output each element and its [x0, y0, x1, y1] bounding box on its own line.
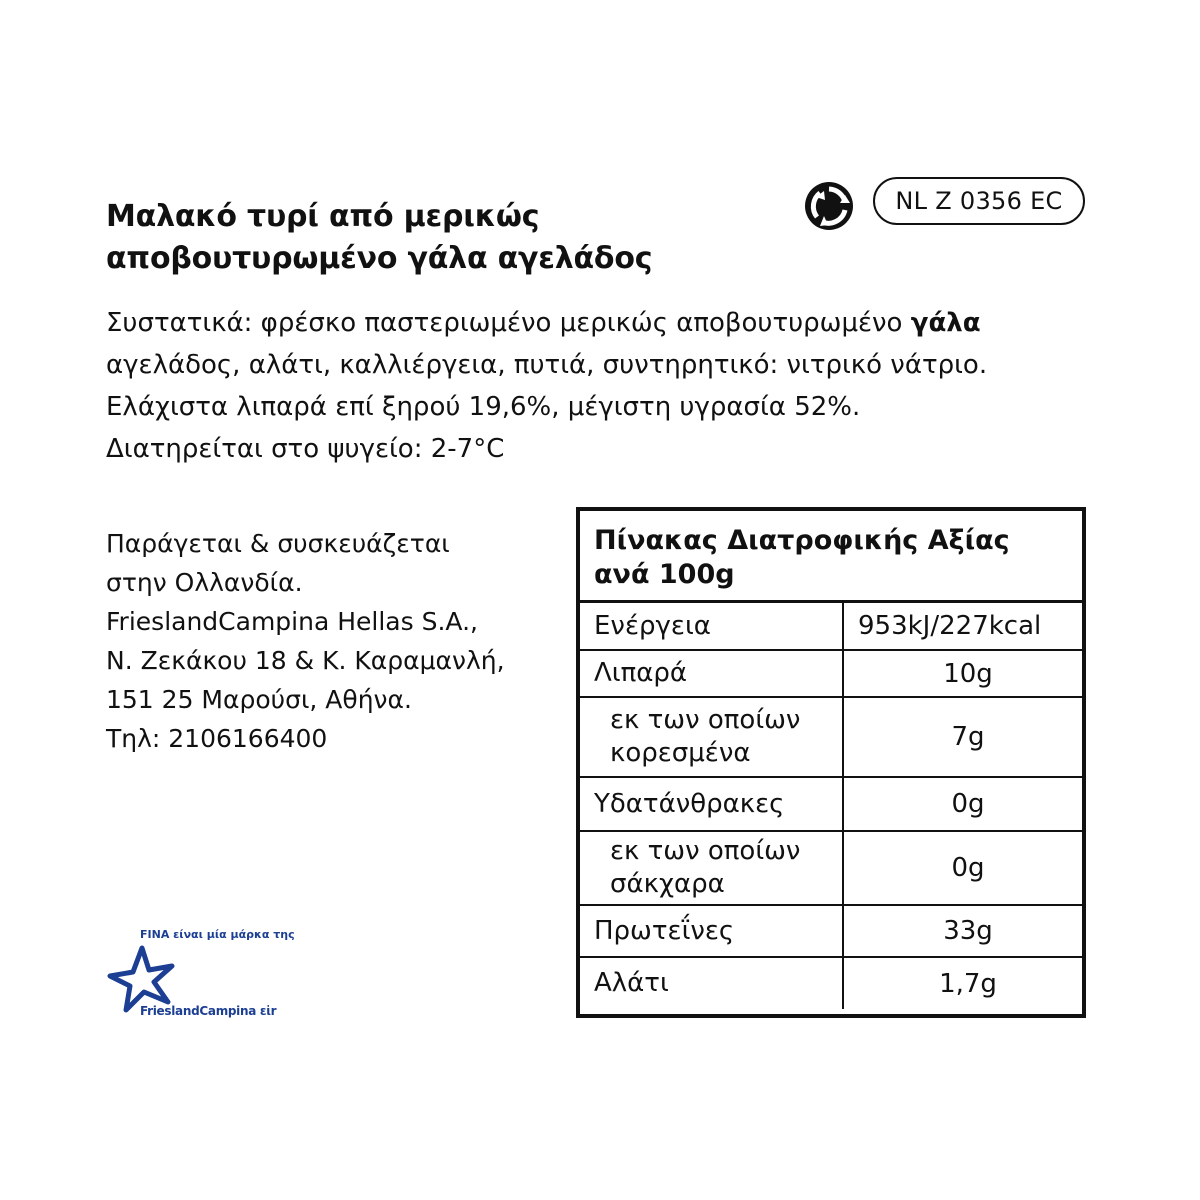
nutrition-row-carbs [580, 777, 1082, 831]
nutrient-label: Αλάτι [580, 957, 843, 1009]
ingredients-line-1 [106, 302, 1106, 344]
storage-line: Διατηρείται στο ψυγείο: 2-7°C [106, 434, 505, 464]
brand-logo [106, 928, 306, 1028]
fat-moisture-line: Ελάχιστα λιπαρά επί ξηρού 19,6%, μέγιστη υγρασία 52%. [106, 392, 861, 422]
nutrient-label-line: εκ των οποίων [610, 836, 801, 866]
nutrition-table [576, 507, 1086, 1018]
nutrient-label: Πρωτεΐνες [580, 905, 843, 957]
nutrition-row-energy [580, 603, 1082, 650]
nutrient-label [580, 831, 843, 905]
brand-name: FrieslandCampina εἰr [140, 1004, 277, 1018]
nutrition-row-saturated [580, 697, 1082, 777]
nutrient-label-line: εκ των οποίων [610, 705, 801, 735]
producer-line: FrieslandCampina Hellas S.A., [106, 607, 478, 636]
recycle-icon [804, 181, 854, 231]
product-title-line-2: αποβουτυρωμένο γάλα αγελάδος [106, 241, 653, 276]
nutrition-title-line-1: Πίνακας Διατροφικής Αξίας [594, 525, 1010, 556]
nutrient-label-line: σάκχαρα [610, 869, 725, 899]
ingredients-line-2: αγελάδος, αλάτι, καλλιέργεια, πυτιά, συντηρητικό: νιτρικό νάτριο. [106, 350, 988, 380]
nutrition-title-line-2: ανά 100g [594, 559, 735, 590]
nutrient-label: Ενέργεια [580, 603, 843, 650]
producer-line: Παράγεται & συσκευάζεται [106, 529, 450, 558]
product-title [106, 196, 786, 280]
nutrition-row-salt [580, 957, 1082, 1009]
nutrient-label [580, 697, 843, 777]
nutrient-label: Λιπαρά [580, 650, 843, 697]
approval-code-badge: NL Z 0356 EC [873, 177, 1085, 225]
nutrition-row-protein [580, 905, 1082, 957]
producer-phone: Τηλ: 2106166400 [106, 724, 328, 753]
nutrient-value: 0g [843, 831, 1082, 905]
nutrient-value: 7g [843, 697, 1082, 777]
ingredients-allergen: γάλα [910, 308, 981, 338]
nutrient-value: 1,7g [939, 968, 997, 999]
nutrition-row-sugars [580, 831, 1082, 905]
producer-line: στην Ολλανδία. [106, 568, 303, 597]
ingredients-block [106, 302, 1106, 470]
nutrient-label: Υδατάνθρακες [580, 777, 843, 831]
producer-line: 151 25 Μαρούσι, Αθήνα. [106, 685, 412, 714]
producer-info [106, 524, 566, 758]
nutrient-value: 33g [843, 905, 1082, 957]
brand-tagline: FINA είναι μία μάρκα της [140, 928, 295, 941]
ingredients-line-1-text: Συστατικά: φρέσκο παστεριωμένο μερικώς αποβουτυρωμένο [106, 308, 911, 338]
product-title-line-1: Μαλακό τυρί από μερικώς [106, 199, 540, 234]
producer-line: Ν. Ζεκάκου 18 & Κ. Καραμανλή, [106, 646, 505, 675]
nutrient-label-line: κορεσμένα [610, 738, 751, 768]
nutrition-rows [580, 603, 1082, 1009]
nutrition-row-fat [580, 650, 1082, 697]
nutrient-value: 953kJ/227kcal [843, 603, 1082, 650]
nutrient-value: 10g [843, 650, 1082, 697]
nutrient-value: 0g [843, 777, 1082, 831]
nutrition-title [580, 511, 1082, 603]
